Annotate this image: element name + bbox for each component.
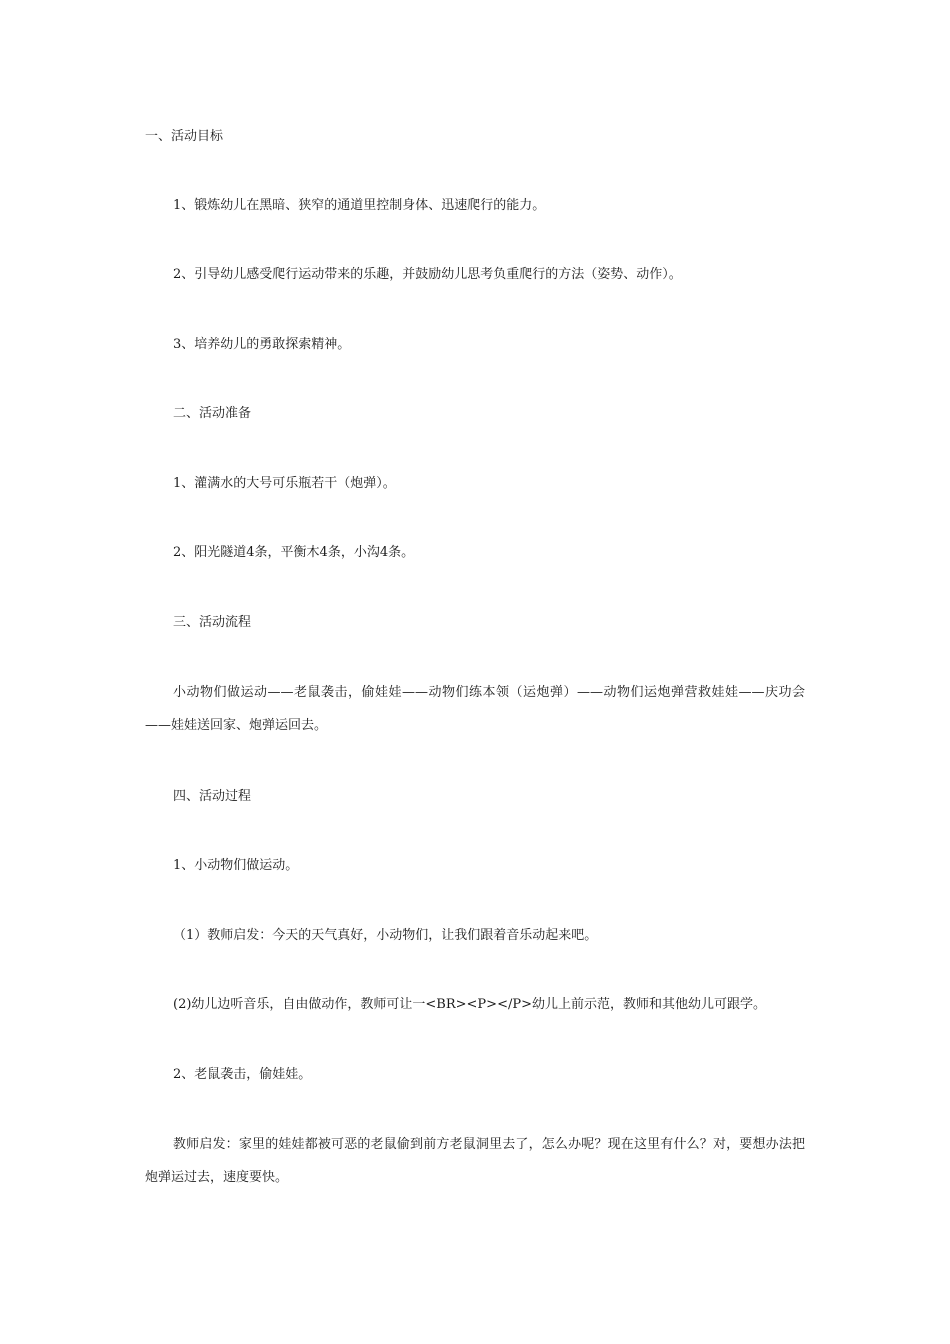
section-heading-goals: 一、活动目标 <box>145 129 224 144</box>
process-subitem-2: (2)幼儿边听音乐，自由做动作，教师可让一<BR><P></P>幼儿上前示范，教师和其他幼儿可跟学。 <box>173 997 766 1012</box>
section-heading-preparation: 二、活动准备 <box>173 406 252 421</box>
goal-item-3: 3、培养幼儿的勇敢探索精神。 <box>173 337 351 352</box>
teacher-prompt-paragraph: 教师启发：家里的娃娃都被可恶的老鼠偷到前方老鼠洞里去了，怎么办呢？现在这里有什么？对，要想办法把炮弹运过去，速度要快。 <box>145 1137 805 1185</box>
preparation-item-2: 2、阳光隧道4条，平衡木4条，小沟4条。 <box>173 545 415 560</box>
preparation-item-1: 1、灌满水的大号可乐瓶若干（炮弹）。 <box>173 476 396 491</box>
process-item-2: 2、老鼠袭击，偷娃娃。 <box>173 1067 312 1082</box>
goal-item-1: 1、锻炼幼儿在黑暗、狭窄的通道里控制身体、迅速爬行的能力。 <box>173 198 546 213</box>
section-heading-process: 四、活动过程 <box>173 789 252 804</box>
process-subitem-1: （1）教师启发：今天的天气真好，小动物们，让我们跟着音乐动起来吧。 <box>173 928 598 943</box>
process-item-1: 1、小动物们做运动。 <box>173 858 299 873</box>
goal-item-2: 2、引导幼儿感受爬行运动带来的乐趣，并鼓励幼儿思考负重爬行的方法（姿势、动作）。 <box>173 267 682 282</box>
flow-paragraph: 小动物们做运动——老鼠袭击，偷娃娃——动物们练本领（运炮弹）——动物们运炮弹营救娃娃——庆功会——娃娃送回家、炮弹运回去。 <box>145 685 805 733</box>
section-heading-flow: 三、活动流程 <box>173 615 252 630</box>
